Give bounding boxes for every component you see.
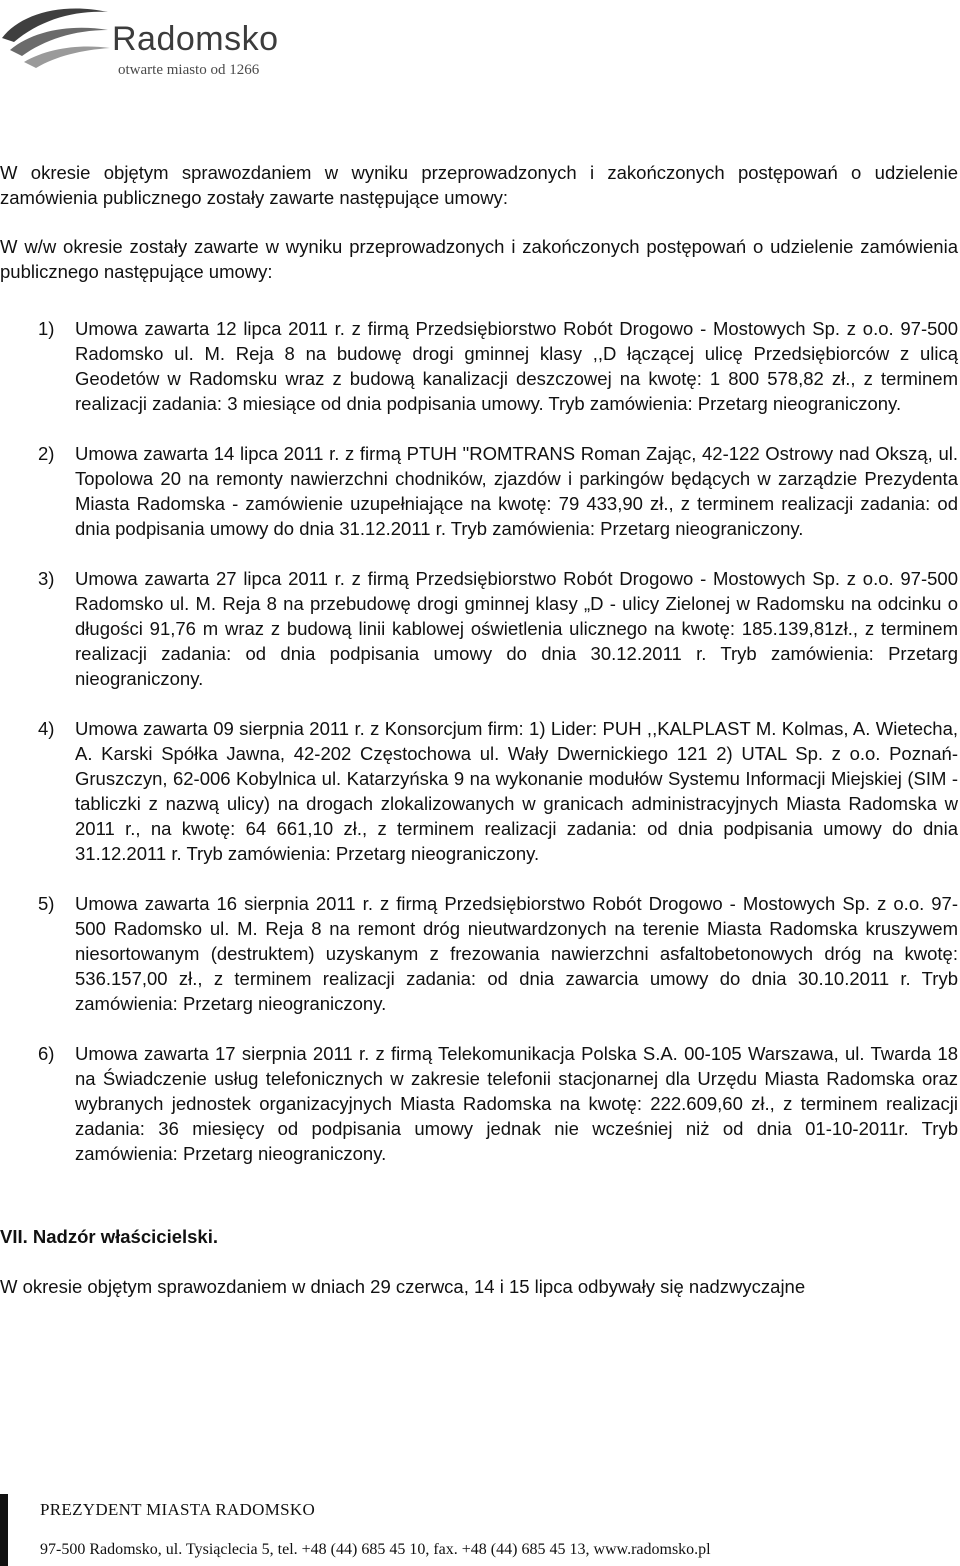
list-item-number: 3): [38, 568, 55, 589]
footer-title: PREZYDENT MIASTA RADOMSKO: [40, 1500, 316, 1519]
list-item-text: Umowa zawarta 17 sierpnia 2011 r. z firmą Telekomunikacja Polska S.A. 00-105 Warszawa, ul. Twarda 18 na Świadczenie usług telefonicznych w zakresie telefonii stacjonarnej dla Urzędu Miasta Radomska oraz wybranych jednostek organizacyjnych Miasta Radomska na kwotę: 222.609,60 zł., z terminem realizacji zadania: 36 miesięcy od podpisania umowy jednak nie wcześniej niż od dnia 01-10-2011r. Tryb zamówienia: Przetarg nieograniczony.: [75, 1043, 958, 1164]
list-item: [0, 316, 958, 416]
logo-tagline: otwarte miasto od 1266: [118, 62, 260, 78]
list-item-text: Umowa zawarta 16 sierpnia 2011 r. z firmą Przedsiębiorstwo Robót Drogowo - Mostowych Sp. z o.o. 97-500 Radomsko ul. M. Reja 8 na remont dróg nieutwardzonych na terenie Miasta Radomska kruszywem niesortowanym (destruktem) uzyskanym z frezowania nawierzchni asfaltobetonowych dróg na kwotę: 536.157,00 zł., z terminem realizacji zadania: od dnia zawarcia umowy do dnia 30.10.2011 r. Tryb zamówienia: Przetarg nieograniczony.: [75, 893, 958, 1014]
list-item: [0, 1041, 958, 1166]
list-item: [0, 716, 958, 866]
list-item-number: 4): [38, 718, 55, 739]
document-body: [0, 160, 958, 1299]
list-item-text: Umowa zawarta 14 lipca 2011 r. z firmą PTUH "ROMTRANS Roman Zając, 42-122 Ostrowy nad Okszą, ul. Topolowa 20 na remonty nawierzchni chodników, zjazdów i parkingów będących w zarządzie Prezydenta Miasta Radomska - zamówienie uzupełniające na kwotę: 79 433,90 zł., z terminem realizacji zadania: od dnia podpisania umowy do dnia 31.12.2011 r. Tryb zamówienia: Przetarg nieograniczony.: [75, 443, 958, 539]
list-item-number: 6): [38, 1043, 55, 1064]
list-item-text: Umowa zawarta 27 lipca 2011 r. z firmą Przedsiębiorstwo Robót Drogowo - Mostowych Sp. z o.o. 97-500 Radomsko ul. M. Reja 8 na przebudowę drogi gminnej klasy „D - ulicy Zielonej w Radomsku na odcinku o długości 91,76 m wraz z budową linii kablowej oświetlenia ulicznego na kwotę: 185.139,81zł., z terminem realizacji zadania: od dnia podpisania umowy do dnia 30.12.2011 r. Tryb zamówienia: Przetarg nieograniczony.: [75, 568, 958, 689]
list-item-text: Umowa zawarta 09 sierpnia 2011 r. z Konsorcjum firm: 1) Lider: PUH ,,KALPLAST M. Kolmas, A. Wietecha, A. Karski Spółka Jawna, 42-202 Częstochowa ul. Wały Dwernickiego 121 2) UTAL Sp. z o.o. Poznań-Gruszczyn, 62-006 Kobylnica ul. Katarzyńska 9 na wykonanie modułów Systemu Informacji Miejskiej (SIM - tabliczki z nazwą ulicy) na drogach zlokalizowanych w granicach administracyjnych Miasta Radomska w 2011 r., na kwotę: 64 661,10 zł., z terminem realizacji zadania: od dnia podpisania umowy do dnia 31.12.2011 r. Tryb zamówienia: Przetarg nieograniczony.: [75, 718, 958, 864]
intro-paragraph: W okresie objętym sprawozdaniem w wyniku przeprowadzonych i zakończonych postępowań o udzielenie zamówienia publicznego zostały zawarte następujące umowy:: [0, 162, 958, 208]
list-item: [0, 891, 958, 1016]
footer-address: 97-500 Radomsko, ul. Tysiąclecia 5, tel. +48 (44) 685 45 10, fax. +48 (44) 685 45 13, www.radomsko.pl: [40, 1541, 711, 1558]
footer-bar: [0, 1494, 8, 1566]
intro-paragraph: W w/w okresie zostały zawarte w wyniku przeprowadzonych i zakończonych postępowań o udzielenie zamówienia publicznego następujące umowy:: [0, 236, 958, 282]
contracts-list: [0, 316, 958, 1166]
list-item-text: Umowa zawarta 12 lipca 2011 r. z firmą Przedsiębiorstwo Robót Drogowo - Mostowych Sp. z o.o. 97-500 Radomsko ul. M. Reja 8 na budowę drogi gminnej klasy ,,D łączącej ulicę Przedsiębiorców z ulicą Geodetów w Radomsku wraz z budową kanalizacji deszczowej na kwotę: 1 800 578,82 zł., z terminem realizacji zadania: 3 miesiące od dnia podpisania umowy. Tryb zamówienia: Przetarg nieograniczony.: [75, 318, 958, 414]
list-item: [0, 566, 958, 691]
list-item-number: 1): [38, 318, 55, 339]
list-item-number: 5): [38, 893, 55, 914]
list-item-number: 2): [38, 443, 55, 464]
list-item: [0, 441, 958, 541]
swoosh-icon: [0, 0, 120, 90]
logo-name: Radomsko: [112, 20, 279, 58]
section-paragraph: W okresie objętym sprawozdaniem w dniach 29 czerwca, 14 i 15 lipca odbywały się nadzwyczajne: [0, 1276, 806, 1297]
section-heading: VII. Nadzór właścicielski.: [0, 1226, 218, 1247]
city-logo: [0, 0, 320, 90]
